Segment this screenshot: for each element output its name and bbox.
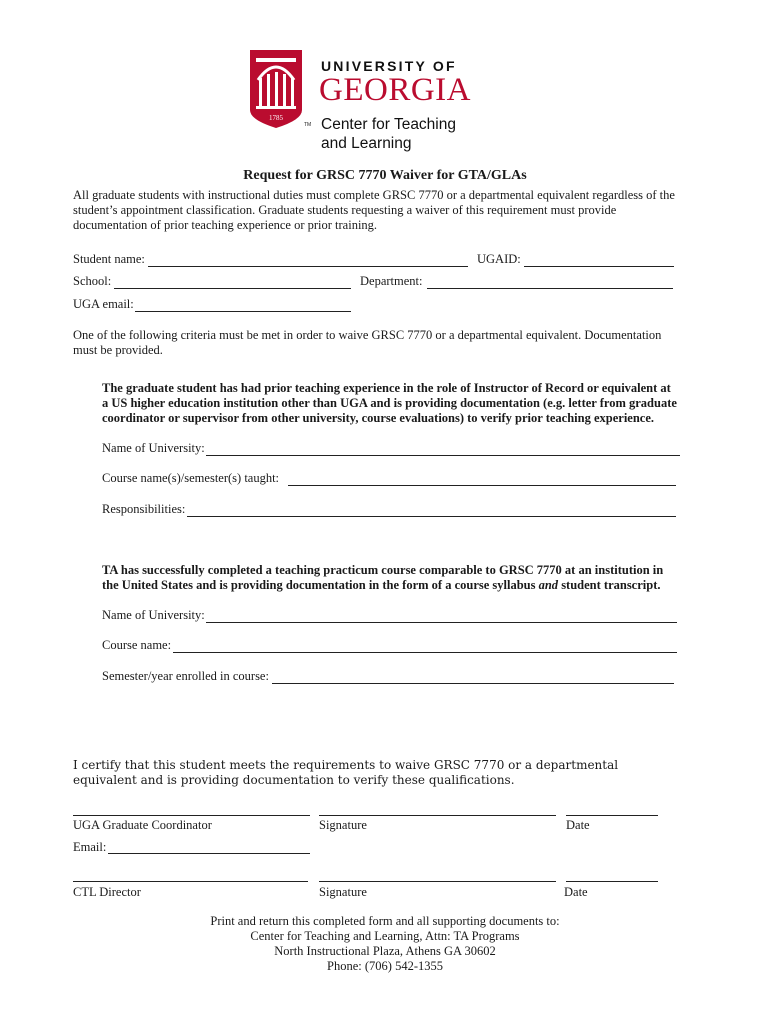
option2-semester-label: Semester/year enrolled in course: xyxy=(102,669,269,683)
option1-university-field[interactable] xyxy=(206,455,680,456)
option1-courses-label: Course name(s)/semester(s) taught: xyxy=(102,471,280,485)
option1-description: The graduate student has had prior teaching experience in the role of Instructor of Record or equivalent at a US higher education institution other than UGA and is providing documentation (e.g. letter from graduate coordinator or supervisor from other university, course evaluations) to verify prior teaching experience. xyxy=(102,381,677,425)
option2-course-field[interactable] xyxy=(173,652,677,653)
uga-arch-logo xyxy=(250,50,302,128)
return-instructions xyxy=(0,914,770,974)
footer-line1: Print and return this completed form and all supporting documents to: xyxy=(210,914,560,928)
school-field[interactable] xyxy=(114,288,351,289)
option2-university-label: Name of University: xyxy=(102,608,205,622)
option1-responsibilities-field[interactable] xyxy=(187,516,676,517)
department-field[interactable] xyxy=(427,288,673,289)
department-label: Department: xyxy=(360,274,423,288)
form-title: Request for GRSC 7770 Waiver for GTA/GLAs xyxy=(243,168,527,183)
option1-university-label: Name of University: xyxy=(102,441,205,455)
option1-responsibilities-label: Responsibilities: xyxy=(102,502,186,516)
director-date-line[interactable] xyxy=(566,881,658,882)
criteria-intro: One of the following criteria must be met in order to waive GRSC 7770 or a departmental equivalent. Documentation must be provided. xyxy=(73,328,662,357)
signature-label-1: Signature xyxy=(319,818,367,832)
date-label-2: Date xyxy=(564,885,588,899)
option1-courses-field[interactable] xyxy=(288,485,676,486)
option2-text-pre: TA has successfully completed a teaching practicum course comparable to GRSC 7770 at an institution in the United States and is providing documentation in the form of a course syllabus xyxy=(102,563,664,592)
option2-course-label: Course name: xyxy=(102,638,172,652)
ugaid-field[interactable] xyxy=(524,266,674,267)
ugaid-label: UGAID: xyxy=(477,252,521,266)
school-label: School: xyxy=(73,274,112,288)
director-label: CTL Director xyxy=(73,885,141,899)
option2-text-em: and xyxy=(538,578,559,592)
director-name-line[interactable] xyxy=(73,881,308,882)
center-name-line2: and Learning xyxy=(321,135,412,152)
center-name xyxy=(321,115,456,153)
footer-line4: Phone: (706) 542-1355 xyxy=(327,959,443,973)
intro-paragraph: All graduate students with instructional duties must complete GRSC 7770 or a departmental equivalent regardless of the student’s appointment classification. Graduate students requesting a waiver of this requirement must provide documentation of prior teaching experience or prior training. xyxy=(73,188,675,232)
coordinator-label: UGA Graduate Coordinator xyxy=(73,818,212,832)
logo-georgia: GEORGIA xyxy=(319,72,471,108)
coordinator-email-label: Email: xyxy=(73,840,107,854)
student-name-field[interactable] xyxy=(148,266,468,267)
coordinator-date-line[interactable] xyxy=(566,815,658,816)
date-label-1: Date xyxy=(566,818,590,832)
option2-text-post: student transcript. xyxy=(558,578,661,592)
center-name-line1: Center for Teaching xyxy=(321,116,456,133)
uga-email-label: UGA email: xyxy=(73,297,134,311)
trademark: TM xyxy=(304,122,312,128)
option2-university-field[interactable] xyxy=(206,622,677,623)
option2-semester-field[interactable] xyxy=(272,683,674,684)
option2-description xyxy=(102,563,677,593)
logo-year: 1785 xyxy=(269,114,283,122)
footer-line3: North Instructional Plaza, Athens GA 30602 xyxy=(274,944,496,958)
coordinator-name-line[interactable] xyxy=(73,815,310,816)
coordinator-email-field[interactable] xyxy=(108,853,310,854)
student-name-label: Student name: xyxy=(73,252,145,266)
certify-statement: I certify that this student meets the requirements to waive GRSC 7770 or a departmental equivalent and is providing documentation to verify these qualifications. xyxy=(73,758,619,787)
signature-label-2: Signature xyxy=(319,885,367,899)
logo-university-of: UNIVERSITY OF xyxy=(321,58,457,74)
uga-email-field[interactable] xyxy=(135,311,351,312)
director-signature-line[interactable] xyxy=(319,881,556,882)
coordinator-signature-line[interactable] xyxy=(319,815,556,816)
footer-line2: Center for Teaching and Learning, Attn: TA Programs xyxy=(250,929,520,943)
